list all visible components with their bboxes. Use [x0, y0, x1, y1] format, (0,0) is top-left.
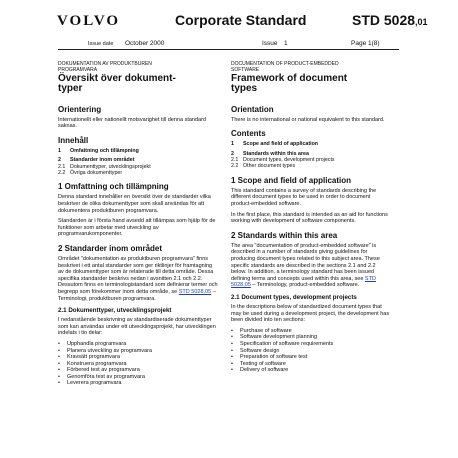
- pretitle-line-2: PROGRAMVARA: [58, 66, 98, 73]
- toc-item[interactable]: [231, 163, 391, 169]
- list-item: • Leverera programvara: [58, 380, 218, 387]
- issue-date: October 2000: [125, 40, 165, 47]
- orientation-text: There is no international or national equivalent to this standard.: [231, 116, 385, 123]
- issue-number: 1: [284, 40, 288, 47]
- section-1-heading: 1 Omfattning och tillämpning: [58, 182, 169, 192]
- toc-number: 2: [58, 157, 61, 164]
- toc-text: Other document types: [243, 163, 296, 170]
- section-2-text-a: The area "documentation of product-embedded software" is described in a number of standards giving guidelines for producing document types related to this subject area. These specific standards are described in the sections 2.1 and 2.2 below. In addition, a terminology standard has been issued defining terms and concepts used within this area, see: [231, 242, 380, 282]
- standard-number-version: ,01: [415, 17, 428, 27]
- list-item: • Purchase of software: [231, 328, 391, 335]
- toc-text: Omfattning och tillämpning: [70, 147, 139, 154]
- list-item: • Förbered test av programvara: [58, 367, 218, 374]
- table-of-contents: [58, 148, 218, 177]
- phase-list: [58, 341, 218, 387]
- list-item: • Delivery of software: [231, 367, 391, 374]
- page-label: Page: [351, 40, 367, 47]
- orientation-heading: Orientation: [231, 104, 274, 114]
- orientation-heading: Orientering: [58, 104, 102, 114]
- contents-heading: Innehåll: [58, 135, 89, 145]
- toc-number: 2.1: [231, 157, 239, 163]
- section-1-para-2: Standarden är i första hand avsedd att tillämpas som hjälp för de funktioner som arbetar med utveckling av programvarukomponenter.: [58, 218, 216, 238]
- title-line-1: Framework of document: [231, 72, 348, 84]
- orientation-text: Internationellt eller nationellt motsvarighet till denna standard saknas.: [58, 116, 206, 130]
- section-2-1-para: In the descriptions below of standardized document types that may be used during a development project, the development has been divided into ten sections:: [231, 303, 390, 324]
- section-2-heading: 2 Standarder inom området: [58, 243, 163, 253]
- list-item: • Planera utveckling av programvara: [58, 348, 218, 355]
- phase-list: [231, 328, 391, 374]
- section-2-text-b: – Terminology, product-embedded software.: [250, 282, 360, 289]
- brand-logo: VOLVO: [57, 13, 121, 29]
- list-item: • Genomföra test av programvara: [58, 374, 218, 381]
- title-line-2: typer: [58, 83, 83, 95]
- list-item: • Testing of software: [231, 361, 391, 368]
- section-2-para: [231, 243, 391, 289]
- std-link[interactable]: STD 5028,05: [178, 288, 212, 295]
- toc-number: 1: [58, 147, 61, 154]
- toc-text: Document types, development projects: [243, 157, 335, 163]
- toc-number: 2.2: [231, 163, 239, 170]
- pretitle-line-2: SOFTWARE: [231, 66, 260, 73]
- toc-text: Standards within this area: [243, 150, 309, 157]
- section-1-para-1: This standard contains a survey of standards describing the different document types to be used in order to document product-embedded software.: [231, 187, 377, 207]
- section-1-heading: 1 Scope and field of application: [231, 175, 352, 185]
- document-title: [58, 74, 218, 95]
- standard-number-main: STD 5028: [352, 12, 416, 28]
- toc-number: 2: [231, 150, 234, 157]
- document-title: [231, 74, 391, 95]
- section-2-1-para: I nedanstående beskrivning av standardiserade dokumenttyper som kan användas under ett utvecklingsprojekt, har utvecklingen indelats i tio delar:: [58, 317, 216, 337]
- list-item: • Upphandla programvara: [58, 341, 218, 348]
- standard-number: [352, 12, 428, 28]
- std-link[interactable]: STD 5028,05: [231, 275, 376, 289]
- english-column: [231, 62, 391, 374]
- section-2-para: [58, 256, 218, 302]
- table-of-contents: [231, 141, 391, 170]
- list-item: • Specification of software requirements: [231, 341, 391, 348]
- section-1-para-1: Denna standard innehåller en översikt över de standarder vilka beskriver de olika dokumenttyper som skall användas för att dokumentera produktburen programvara.: [58, 194, 211, 214]
- title-line-2: types: [231, 83, 258, 95]
- toc-number: 2.2: [58, 170, 66, 176]
- list-item: • Konstruera programvara: [58, 361, 218, 368]
- toc-text: Dokumenttyper, utvecklingsprojekt: [70, 163, 151, 170]
- pretitle-line-1: DOCUMENTATION OF PRODUCT-EMBEDDED: [231, 61, 339, 67]
- section-2-1-heading: 2.1 Document types, development projects: [231, 293, 357, 301]
- list-item: • Software design: [231, 348, 391, 355]
- page-number: 1(8): [368, 40, 380, 47]
- toc-number: 2.1: [58, 163, 66, 170]
- title-line-1: Översikt över dokument-: [58, 72, 176, 84]
- section-2-text-b: – Terminologi, produktburen programvara.: [58, 288, 216, 302]
- pretitle-line-1: DOKUMENTATION AV PRODUKTBUREN: [58, 61, 152, 67]
- toc-text: Övriga dokumenttyper: [70, 170, 123, 176]
- issue-label: Issue: [262, 40, 278, 47]
- section-1-para-2: In the first place, this standard is intended as an aid for functions working with development of software components.: [231, 211, 388, 225]
- swedish-column: [58, 62, 218, 387]
- toc-text: Scope and field of application: [243, 141, 319, 148]
- toc-number: 1: [231, 141, 234, 148]
- list-item: • Preparation of software test: [231, 354, 391, 361]
- toc-item[interactable]: [58, 170, 218, 176]
- toc-text: Standarder inom området: [70, 157, 135, 164]
- header-rule: [58, 49, 399, 50]
- section-2-heading: 2 Standards within this area: [231, 230, 338, 240]
- list-item: • Kravsätt programvara: [58, 354, 218, 361]
- document-type: Corporate Standard: [175, 12, 307, 28]
- section-2-text-a: Området "dokumentation av produktburen programvara" finns beskrivet i ett antal standarder som ger riktlinjer för framtagning av de dokumenttyper som är relaterade till detta område. Dessa specifika standarder beskrivs nedan i avsnitten 2.1 och 2.2. Dessutom finns en terminologistandard som definierar termer och begrepp som förekommer inom detta område, se: [58, 255, 218, 295]
- list-item: • Software development planning: [231, 334, 391, 341]
- issue-date-label: Issue date: [88, 41, 114, 47]
- contents-heading: Contents: [231, 129, 266, 139]
- section-2-1-heading: 2.1 Dokumenttyper, utvecklingsprojekt: [58, 307, 172, 315]
